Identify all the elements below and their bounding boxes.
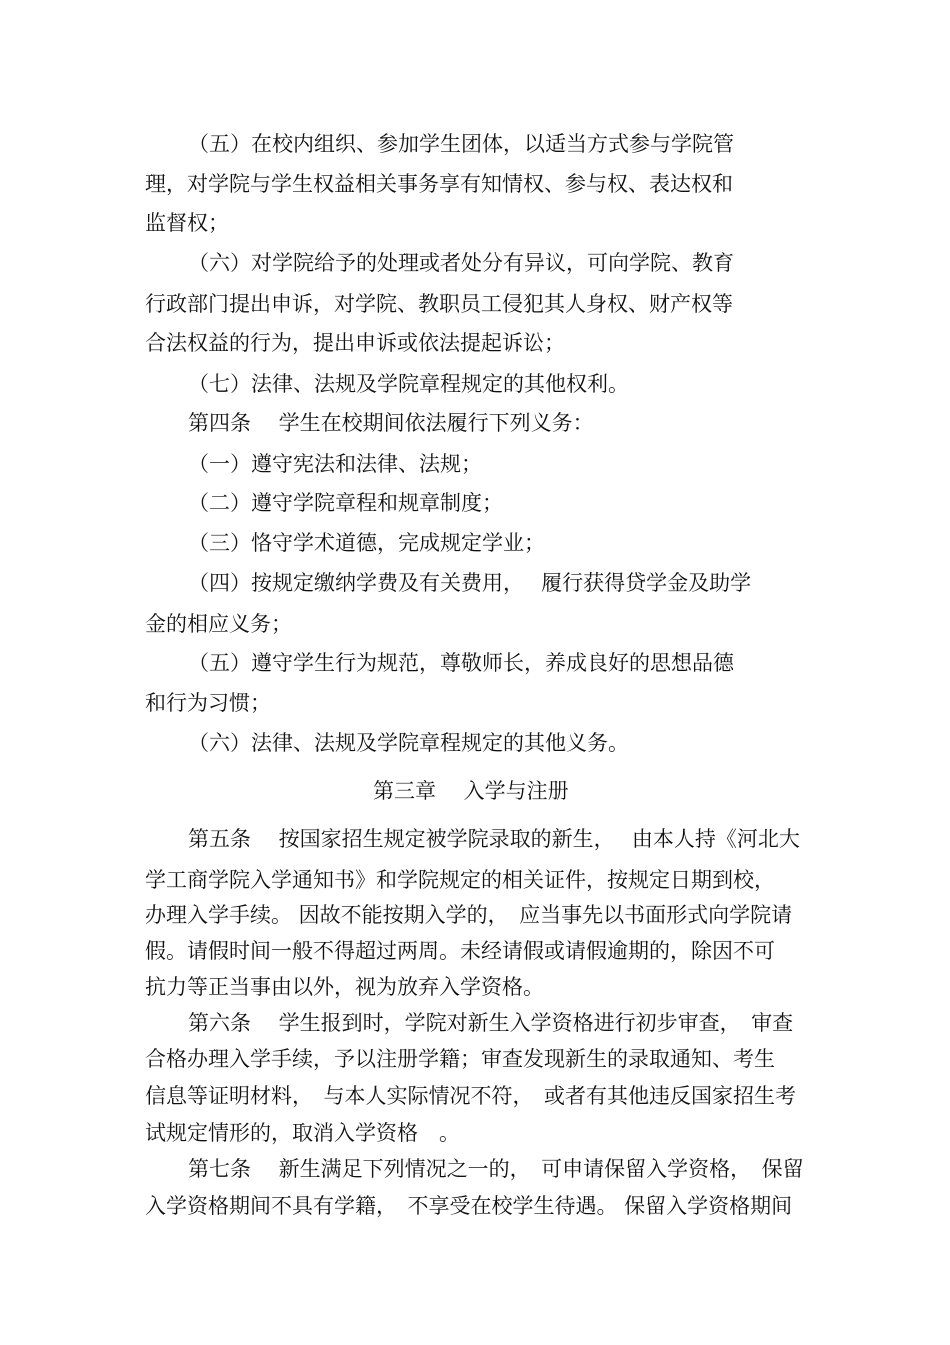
text-line: （二）遵守学院章程和规章制度； bbox=[188, 491, 503, 515]
text-line: （三）恪守学术道德，完成规定学业； bbox=[188, 531, 545, 555]
text-line: 监督权； bbox=[145, 211, 229, 235]
text-line: 试规定情形的，取消入学资格 。 bbox=[145, 1121, 460, 1145]
article-heading: 第四条 学生在校期间依法履行下列义务： bbox=[188, 411, 594, 435]
text-line: 行政部门提出申诉，对学院、教职员工侵犯其人身权、财产权等 bbox=[145, 292, 733, 316]
article-heading: 第六条 学生报到时，学院对新生入学资格进行初步审查， 审查 bbox=[188, 1011, 794, 1035]
text-line: 合法权益的行为，提出申诉或依法提起诉讼； bbox=[145, 331, 565, 355]
text-line: 假。请假时间一般不得超过两周。未经请假或请假逾期的，除因不可 bbox=[145, 939, 775, 963]
text-line: 入学资格期间不具有学籍， 不享受在校学生待遇。 保留入学资格期间 bbox=[145, 1194, 793, 1218]
text-line: 办理入学手续。 因故不能按期入学的， 应当事先以书面形式向学院请 bbox=[145, 903, 793, 927]
article-heading: 第五条 按国家招生规定被学院录取的新生， 由本人持《河北大 bbox=[188, 827, 800, 851]
text-line: （七）法律、法规及学院章程规定的其他权利。 bbox=[188, 372, 629, 396]
text-line: 信息等证明材料， 与本人实际情况不符， 或者有其他违反国家招生考 bbox=[145, 1084, 796, 1108]
text-line: 金的相应义务； bbox=[145, 612, 292, 636]
text-line: （四）按规定缴纳学费及有关费用， 履行获得贷学金及助学 bbox=[188, 571, 752, 595]
text-line: 和行为习惯； bbox=[145, 691, 271, 715]
text-line: 学工商学院入学通知书》和学院规定的相关证件，按规定日期到校， bbox=[145, 868, 775, 892]
text-line: （一）遵守宪法和法律、法规； bbox=[188, 452, 482, 476]
text-line: （六）对学院给予的处理或者处分有异议，可向学院、教育 bbox=[188, 251, 734, 275]
text-line: （五）在校内组织、参加学生团体，以适当方式参与学院管 bbox=[188, 132, 734, 156]
text-line: 合格办理入学手续，予以注册学籍；审查发现新生的录取通知、考生 bbox=[145, 1047, 775, 1071]
text-line: 抗力等正当事由以外，视为放弃入学资格。 bbox=[145, 975, 544, 999]
article-heading: 第七条 新生满足下列情况之一的， 可申请保留入学资格， 保留 bbox=[188, 1157, 804, 1181]
text-line: 理，对学院与学生权益相关事务享有知情权、参与权、表达权和 bbox=[145, 172, 733, 196]
chapter-heading: 第三章 入学与注册 bbox=[373, 779, 569, 803]
text-line: （五）遵守学生行为规范，尊敬师长，养成良好的思想品德 bbox=[188, 651, 734, 675]
text-line: （六）法律、法规及学院章程规定的其他义务。 bbox=[188, 731, 629, 755]
